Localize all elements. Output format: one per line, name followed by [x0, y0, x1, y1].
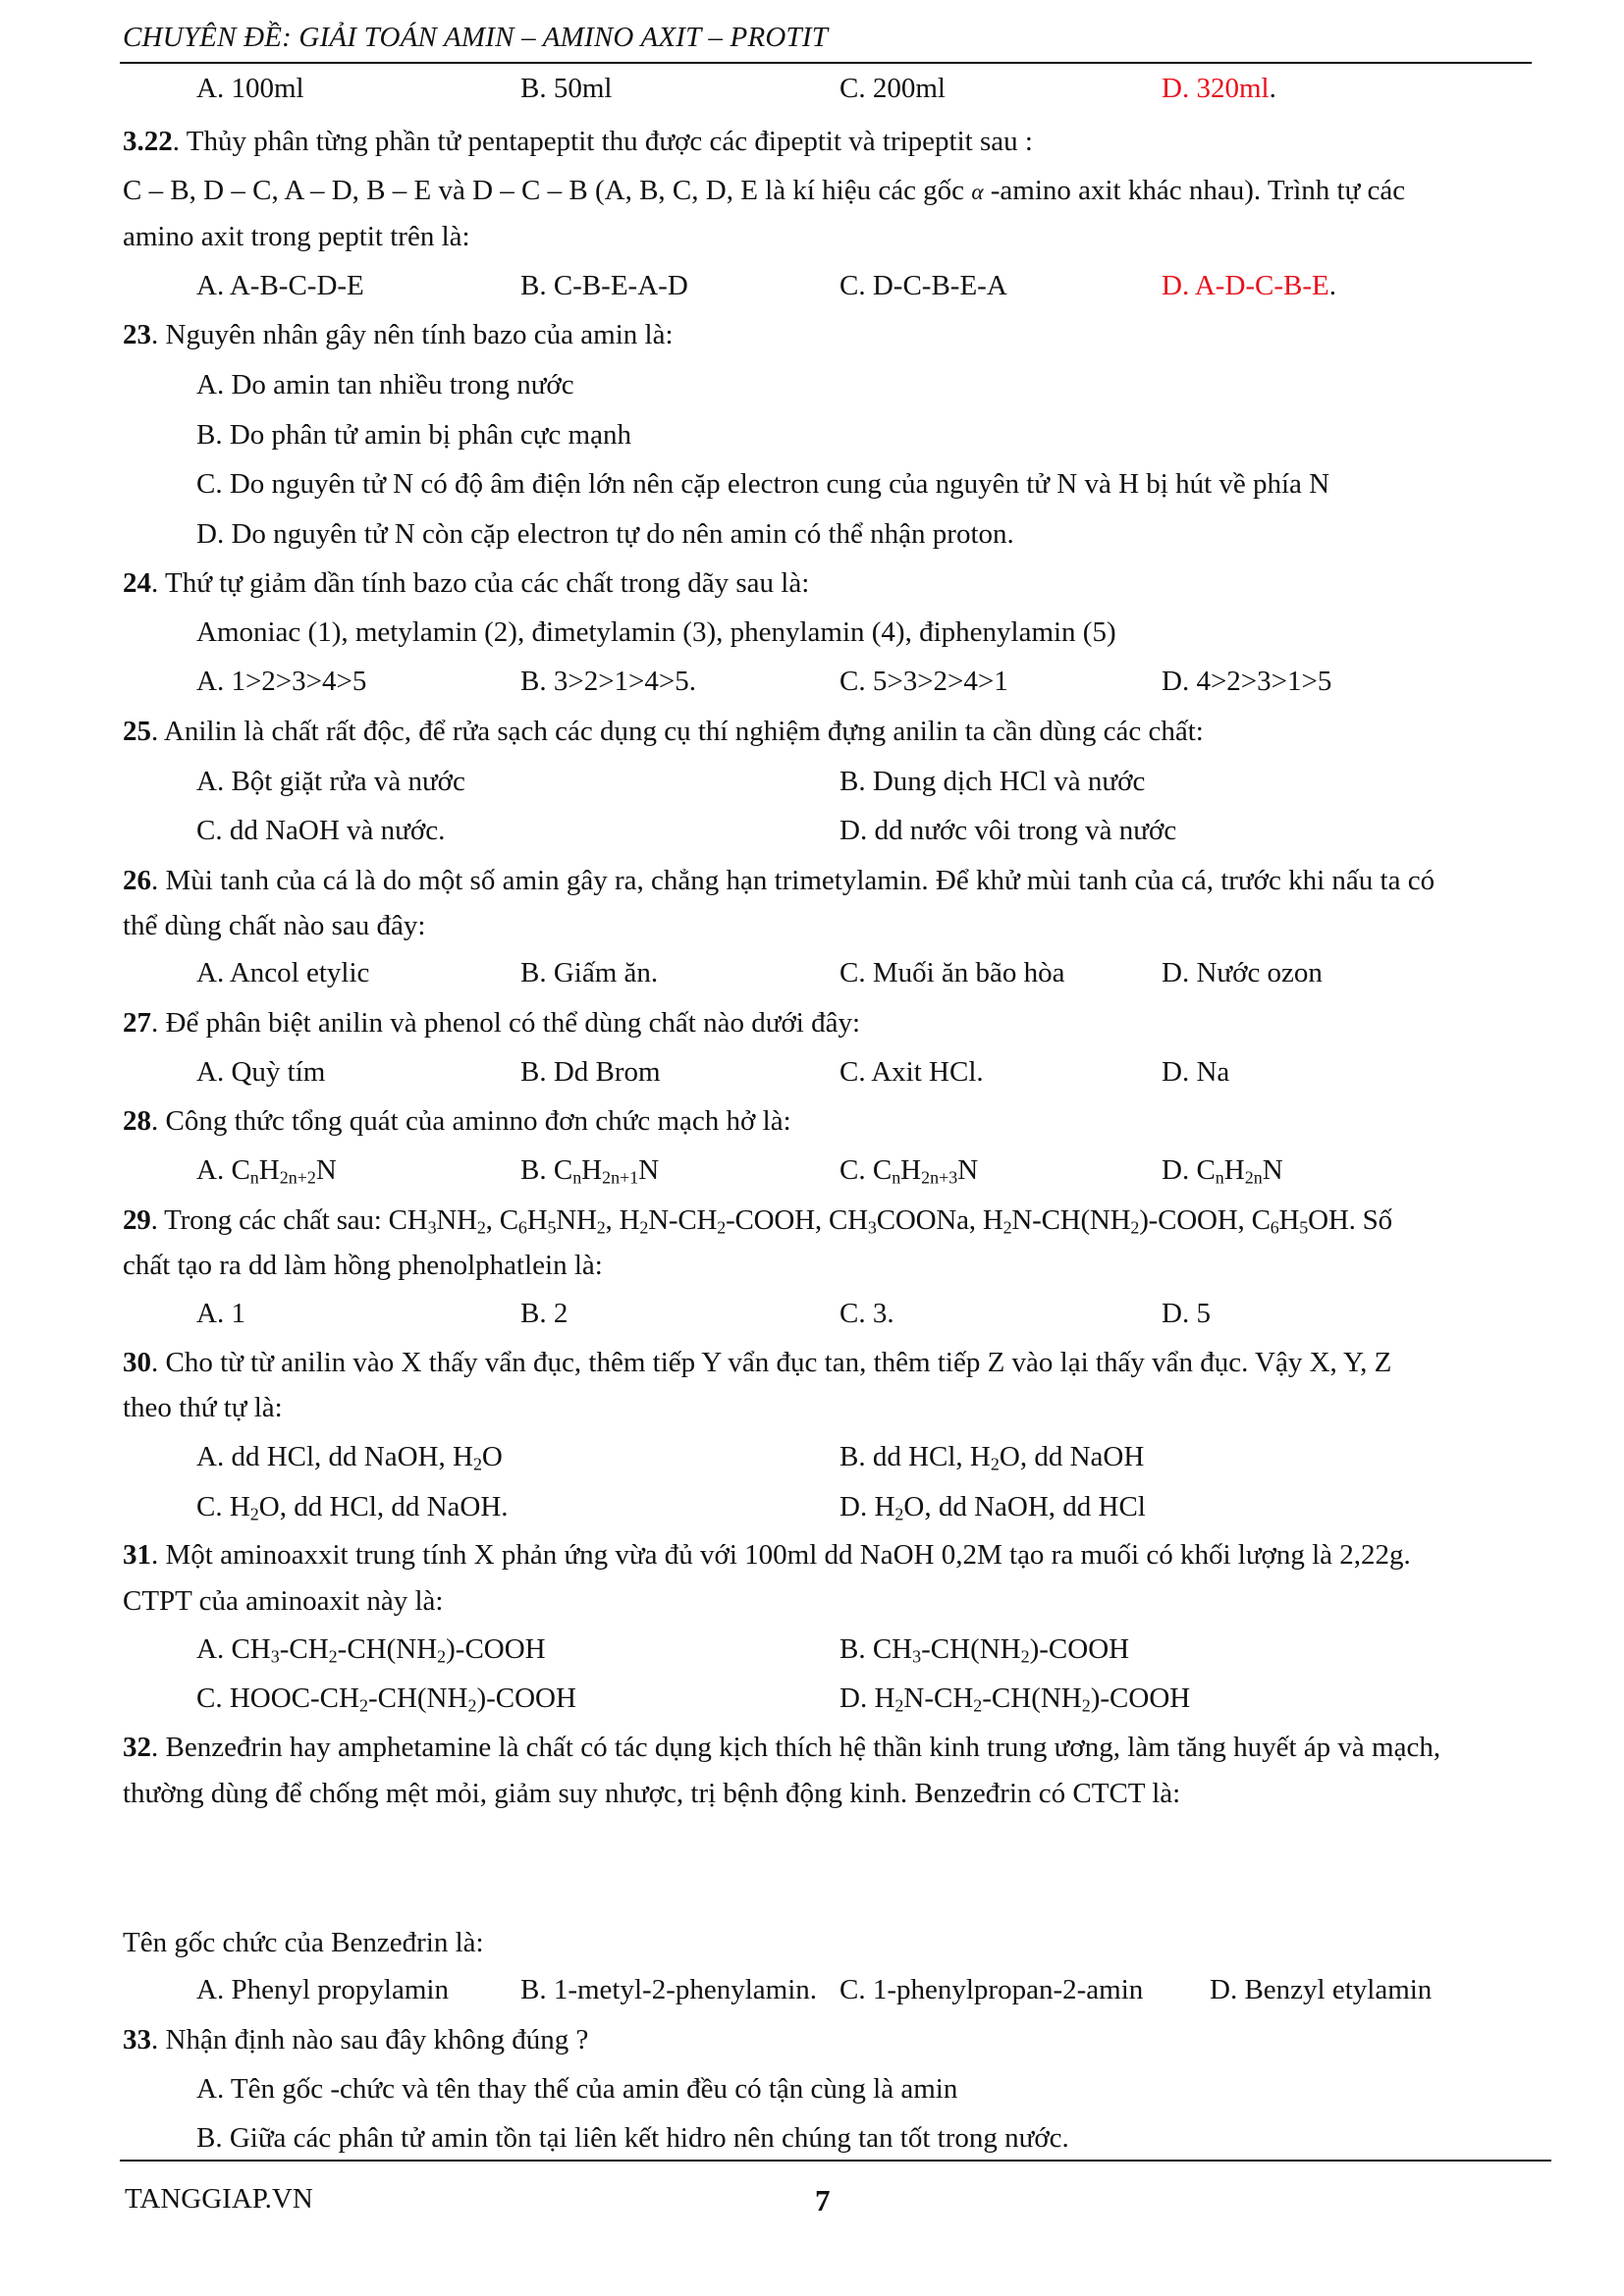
question-26-line2: thể dùng chất nào sau đây: — [123, 910, 426, 941]
option-c: C. $H_2O$, dd HCl, dd NaOH. — [196, 1491, 509, 1524]
q-prev-options — [0, 73, 1624, 112]
question-31-line2: CTPT của aminoaxit này là: — [123, 1585, 444, 1617]
option-c: C. HOOC-$CH_2-CH(NH_2)$-COOH — [196, 1682, 576, 1716]
q31-options-row1 — [0, 1633, 1624, 1673]
q31-options-row2 — [0, 1682, 1624, 1722]
q24-options — [0, 666, 1624, 705]
option-a: A. dd HCl, dd NaOH, $H_2O$ — [196, 1441, 503, 1474]
option-c: C. 3. — [839, 1298, 894, 1329]
q25-options-row2 — [0, 815, 1624, 854]
option-c: C. $C_nH_{2n+3}N$ — [839, 1154, 979, 1188]
question-3-22: 3.22. Thủy phân từng phần tử pentapeptit thu được các đipeptit và tripeptit sau : — [123, 126, 1033, 157]
option-c: C. dd NaOH và nước. — [196, 815, 446, 846]
option-a: A. Phenyl propylamin — [196, 1974, 449, 2005]
question-30-line2: theo thứ tự là: — [123, 1392, 283, 1423]
q30-options-row1 — [0, 1441, 1624, 1480]
question-number: 3.22 — [123, 126, 173, 157]
option-b: B. $C_nH_{2n+1}N$ — [520, 1154, 660, 1188]
option-d: D. Na — [1162, 1056, 1230, 1088]
option-a: A. $C_nH_{2n+2}N$ — [196, 1154, 337, 1188]
option-c: C. D-C-B-E-A — [839, 270, 1007, 301]
question-28: 28. Công thức tổng quát của aminno đơn chức mạch hở là: — [123, 1105, 791, 1137]
question-24-list: Amoniac (1), metylamin (2), đimetylamin (3), phenylamin (4), điphenylamin (5) — [196, 616, 1116, 648]
page-header-title: CHUYÊN ĐỀ: GIẢI TOÁN AMIN – AMINO AXIT – PROTIT — [123, 22, 829, 53]
option-d-answer: D. 320ml. — [1162, 73, 1276, 104]
option-d: D. Benzyl etylamin — [1210, 1974, 1433, 2005]
option-a: A. Bột giặt rửa và nước — [196, 766, 465, 797]
option-d: D. Do nguyên tử N còn cặp electron tự do nên amin có thể nhận proton. — [196, 518, 1014, 550]
option-b: B. 3>2>1>4>5. — [520, 666, 697, 697]
q28-options — [0, 1154, 1624, 1194]
q32-options — [0, 1974, 1624, 2013]
question-32-line3: Tên gốc chức của Benzeđrin là: — [123, 1927, 484, 1958]
option-d: D. 4>2>3>1>5 — [1162, 666, 1332, 697]
question-30: 30. Cho từ từ anilin vào X thấy vẩn đục, thêm tiếp Y vẩn đục tan, thêm tiếp Z vào lại thấy vẩn đục. Vậy X, Y, Z — [123, 1347, 1392, 1378]
option-b: B. Dd Brom — [520, 1056, 661, 1088]
option-a: A. Tên gốc -chức và tên thay thế của amin đều có tận cùng là amin — [196, 2073, 958, 2105]
option-c: C. 1-phenylpropan-2-amin — [839, 1974, 1144, 2005]
option-b: B. 2 — [520, 1298, 568, 1329]
option-a: A. A-B-C-D-E — [196, 270, 364, 301]
q30-options-row2 — [0, 1491, 1624, 1530]
footer-site: TANGGIAP.VN — [125, 2183, 313, 2215]
option-b: B. Giấm ăn. — [520, 957, 659, 988]
option-c: C. 200ml — [839, 73, 946, 104]
page-number: 7 — [815, 2183, 831, 2217]
question-31: 31. Một aminoaxxit trung tính X phản ứng vừa đủ với 100ml dd NaOH 0,2M tạo ra muối có khối lượng là 2,22g. — [123, 1539, 1411, 1571]
option-b: B. 50ml — [520, 73, 613, 104]
option-c: C. 5>3>2>4>1 — [839, 666, 1008, 697]
alpha-symbol: α — [971, 180, 984, 205]
option-a: A. Do amin tan nhiều trong nước — [196, 369, 574, 400]
question-24: 24. Thứ tự giảm dần tính bazo của các chất trong dãy sau là: — [123, 567, 810, 599]
option-a: A. Ancol etylic — [196, 957, 370, 988]
option-b: B. Giữa các phân tử amin tồn tại liên kết hidro nên chúng tan tốt trong nước. — [196, 2122, 1069, 2154]
option-c: C. Do nguyên tử N có độ âm điện lớn nên cặp electron cung của nguyên tử N và H bị hút về phía N — [196, 468, 1330, 500]
question-25: 25. Anilin là chất rất độc, để rửa sạch các dụng cụ thí nghiệm đựng anilin ta cần dùng các chất: — [123, 716, 1204, 747]
question-29: 29. Trong các chất sau: $CH_3NH_2$, $C_6H_5NH_2$, $H_2N-CH_2$-COOH, $CH_3COONa$, $H_2N-CH(NH_2)$-COOH, $C_6H_5OH$. Số — [123, 1204, 1392, 1238]
option-d: D. $H_2O$, dd NaOH, dd HCl — [839, 1491, 1146, 1524]
option-a: A. 1 — [196, 1298, 245, 1329]
question-3-22-line2: C – B, D – C, A – D, B – E và D – C – B (A, B, C, D, E là kí hiệu các gốc α -amino axit khác nhau). Trình tự các — [123, 175, 1406, 206]
question-32: 32. Benzeđrin hay amphetamine là chất có tác dụng kịch thích hệ thần kinh trung ương, làm tăng huyết áp và mạch, — [123, 1732, 1441, 1763]
question-32-line2: thường dùng để chống mệt mỏi, giảm suy nhược, trị bệnh động kinh. Benzeđrin có CTCT là: — [123, 1778, 1181, 1809]
question-23: 23. Nguyên nhân gây nên tính bazo của amin là: — [123, 319, 674, 350]
q29-options — [0, 1298, 1624, 1337]
option-b: B. dd HCl, $H_2O$, dd NaOH — [839, 1441, 1145, 1474]
option-c: C. Axit HCl. — [839, 1056, 984, 1088]
question-27: 27. Để phân biệt anilin và phenol có thể dùng chất nào dưới đây: — [123, 1007, 861, 1039]
option-a: A. 1>2>3>4>5 — [196, 666, 367, 697]
option-d: D. $H_2N-CH_2-CH(NH_2)$-COOH — [839, 1682, 1191, 1716]
option-a: A. 100ml — [196, 73, 304, 104]
q322-options — [0, 270, 1624, 309]
q25-options-row1 — [0, 766, 1624, 805]
question-29-line2: chất tạo ra dd làm hồng phenolphatlein là: — [123, 1250, 603, 1281]
question-33: 33. Nhận định nào sau đây không đúng ? — [123, 2024, 589, 2056]
q27-options — [0, 1056, 1624, 1095]
footer-divider — [120, 2160, 1551, 2162]
question-3-22-line3: amino axit trong peptit trên là: — [123, 221, 470, 252]
option-b: B. $CH_3-CH(NH_2)$-COOH — [839, 1633, 1130, 1667]
option-a: A. $CH_3-CH_2-CH(NH_2)$-COOH — [196, 1633, 546, 1667]
option-c: C. Muối ăn bão hòa — [839, 957, 1065, 988]
q26-options — [0, 957, 1624, 996]
option-b: B. 1-metyl-2-phenylamin. — [520, 1974, 818, 2005]
option-d: D. Nước ozon — [1162, 957, 1323, 988]
question-26: 26. Mùi tanh của cá là do một số amin gây ra, chẳng hạn trimetylamin. Để khử mùi tanh của cá, trước khi nấu ta có — [123, 865, 1435, 896]
option-a: A. Quỳ tím — [196, 1056, 326, 1088]
option-d-answer: D. A-D-C-B-E. — [1162, 270, 1337, 301]
option-b: B. Do phân tử amin bị phân cực mạnh — [196, 419, 631, 451]
option-b: B. Dung dịch HCl và nước — [839, 766, 1146, 797]
option-d: D. dd nước vôi trong và nước — [839, 815, 1177, 846]
option-d: D. $C_nH_{2n}N$ — [1162, 1154, 1283, 1188]
header-divider — [120, 62, 1532, 64]
option-d: D. 5 — [1162, 1298, 1211, 1329]
option-b: B. C-B-E-A-D — [520, 270, 688, 301]
